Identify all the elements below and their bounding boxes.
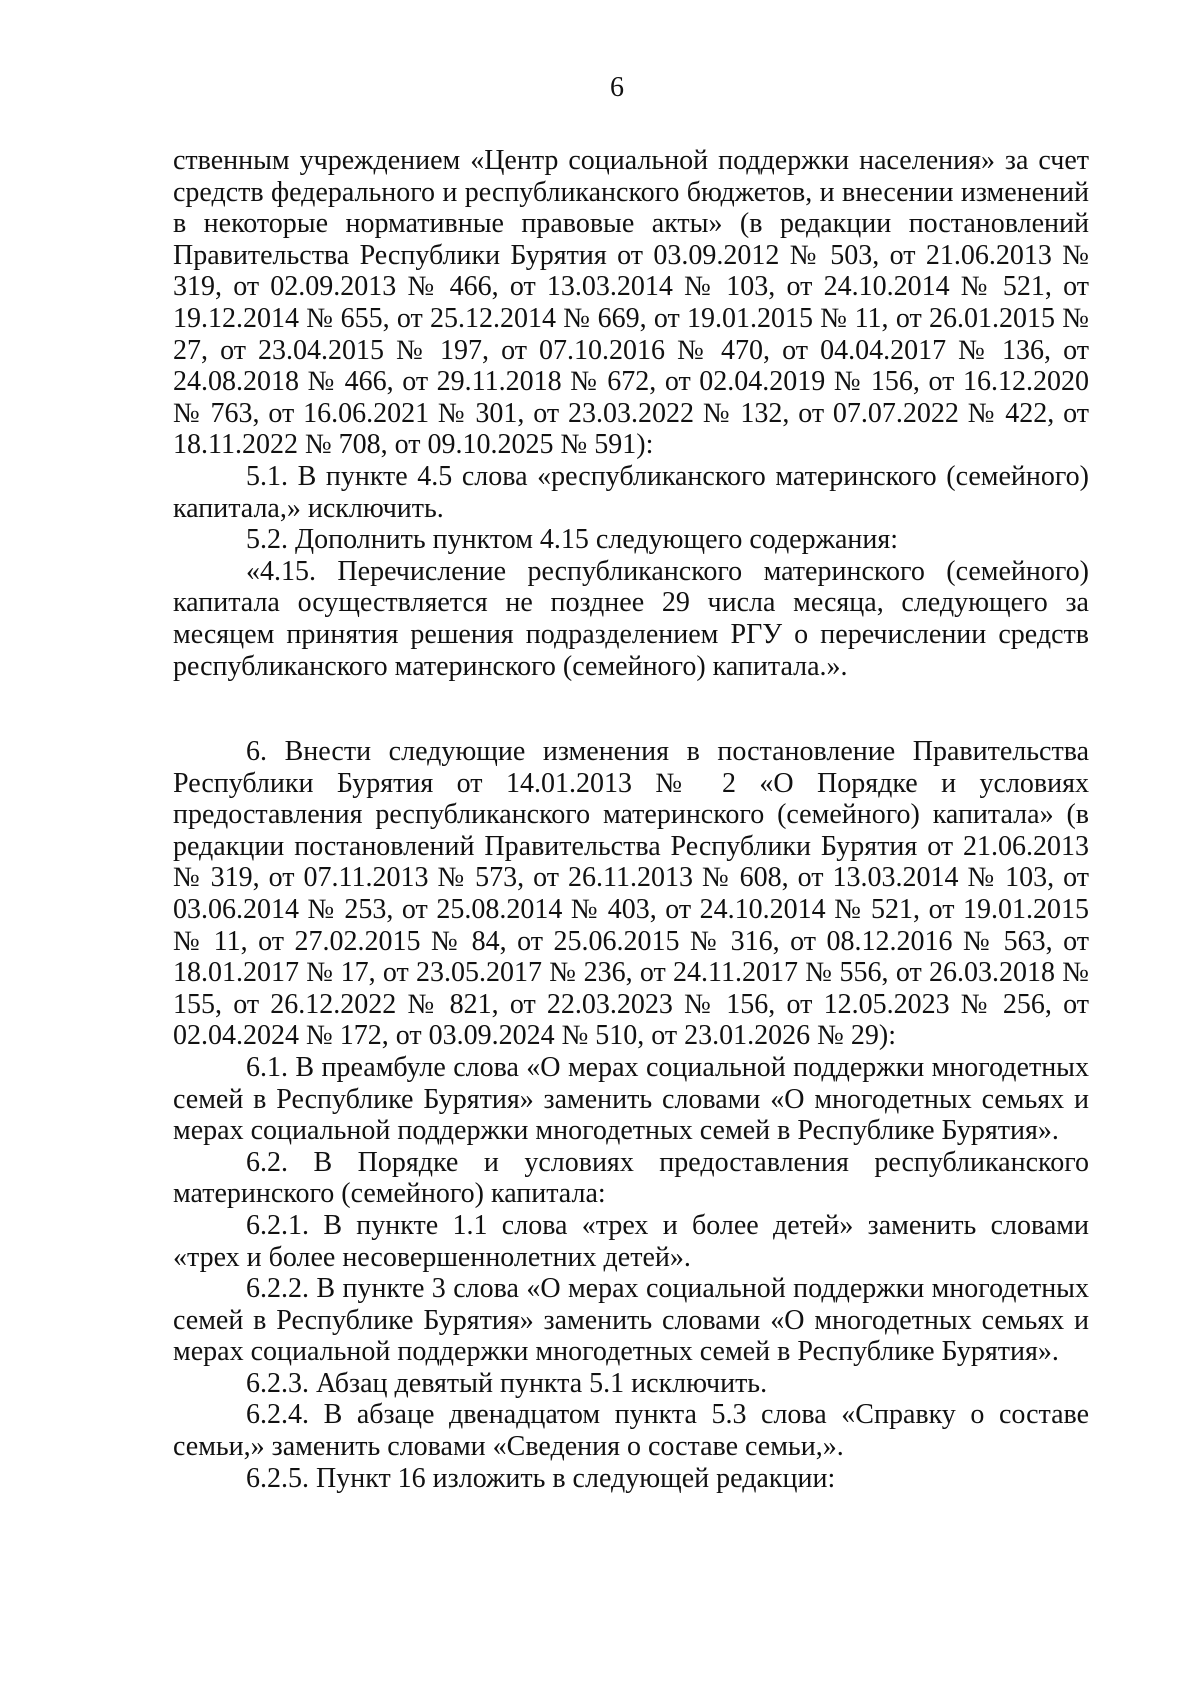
paragraph-6-2-5: 6.2.5. Пункт 16 изложить в следующей редакции: [246,1462,836,1494]
section-5-text [173,145,1089,682]
section-5-continuation: ственным учреждением «Центр социальной поддержки населения» за счет средств федерального и республиканского бюджетов, и внесении изменений в некоторые нормативные правовые акты» (в редакции постановлений Правительства Республики Бурятия от 03.09.2012 № 503, от 21.06.2013 № 319, от 02.09.2013 № 466, от 13.03.2014 № 103, от 24.10.2014 № 521, от 19.12.2014 № 655, от 25.12.2014 № 669, от 19.01.2015 № 11, от 26.01.2015 № 27, от 23.04.2015 № 197, от 07.10.2016 № 470, от 04.04.2017 № 136, от 24.08.2018 № 466, от 29.11.2018 № 672, от 02.04.2019 № 156, от 16.12.2020 № 763, от 16.06.2021 № 301, от 23.03.2022 № 132, от 07.07.2022 № 422, от 18.11.2022 № 708, от 09.10.2025 № 591): [173,145,1089,461]
paragraph-5-1: 5.1. В пункте 4.5 слова «республиканского материнского (семейного) капитала,» исключить. [173,460,1089,524]
paragraph-5-2: 5.2. Дополнить пунктом 4.15 следующего содержания: [246,524,899,556]
section-6-text [173,736,1089,1494]
paragraph-4-15-quote: «4.15. Перечисление республиканского материнского (семейного) капитала осуществляется не позднее 29 числа месяца, следующего за месяцем принятия решения подразделением РГУ о перечислении средств республиканского материнского (семейного) капитала.». [173,555,1089,682]
paragraph-6-2: 6.2. В Порядке и условиях предоставления республиканского материнского (семейного) капитала: [173,1146,1089,1210]
page-number: 6 [610,72,624,103]
paragraph-6-1: 6.1. В преамбуле слова «О мерах социальной поддержки многодетных семей в Республике Бурятия» заменить словами «О многодетных семьях и мерах социальной поддержки многодетных семей в Республике Бурятия». [173,1051,1089,1147]
paragraph-6-2-1: 6.2.1. В пункте 1.1 слова «трех и более детей» заменить словами «трех и более несовершеннолетних детей». [173,1209,1089,1273]
paragraph-6-intro: 6. Внести следующие изменения в постановление Правительства Республики Бурятия от 14.01.2013 № 2 «О Порядке и условиях предоставления республиканского материнского (семейного) капитала» (в редакции постановлений Правительства Республики Бурятия от 21.06.2013 № 319, от 07.11.2013 № 573, от 26.11.2013 № 608, от 13.03.2014 № 103, от 03.06.2014 № 253, от 25.08.2014 № 403, от 24.10.2014 № 521, от 19.01.2015 № 11, от 27.02.2015 № 84, от 25.06.2015 № 316, от 08.12.2016 № 563, от 18.01.2017 № 17, от 23.05.2017 № 236, от 24.11.2017 № 556, от 26.03.2018 № 155, от 26.12.2022 № 821, от 22.03.2023 № 156, от 12.05.2023 № 256, от 02.04.2024 № 172, от 03.09.2024 № 510, от 23.01.2026 № 29): [173,736,1089,1052]
paragraph-6-2-2: 6.2.2. В пункте 3 слова «О мерах социальной поддержки многодетных семей в Республике Бурятия» заменить словами «О многодетных семьях и мерах социальной поддержки многодетных семей в Республике Бурятия». [173,1273,1089,1368]
paragraph-6-2-3: 6.2.3. Абзац девятый пункта 5.1 исключить. [246,1367,768,1399]
paragraph-6-2-4: 6.2.4. В абзаце двенадцатом пункта 5.3 слова «Справку о составе семьи,» заменить словами «Сведения о составе семьи,». [173,1399,1089,1463]
